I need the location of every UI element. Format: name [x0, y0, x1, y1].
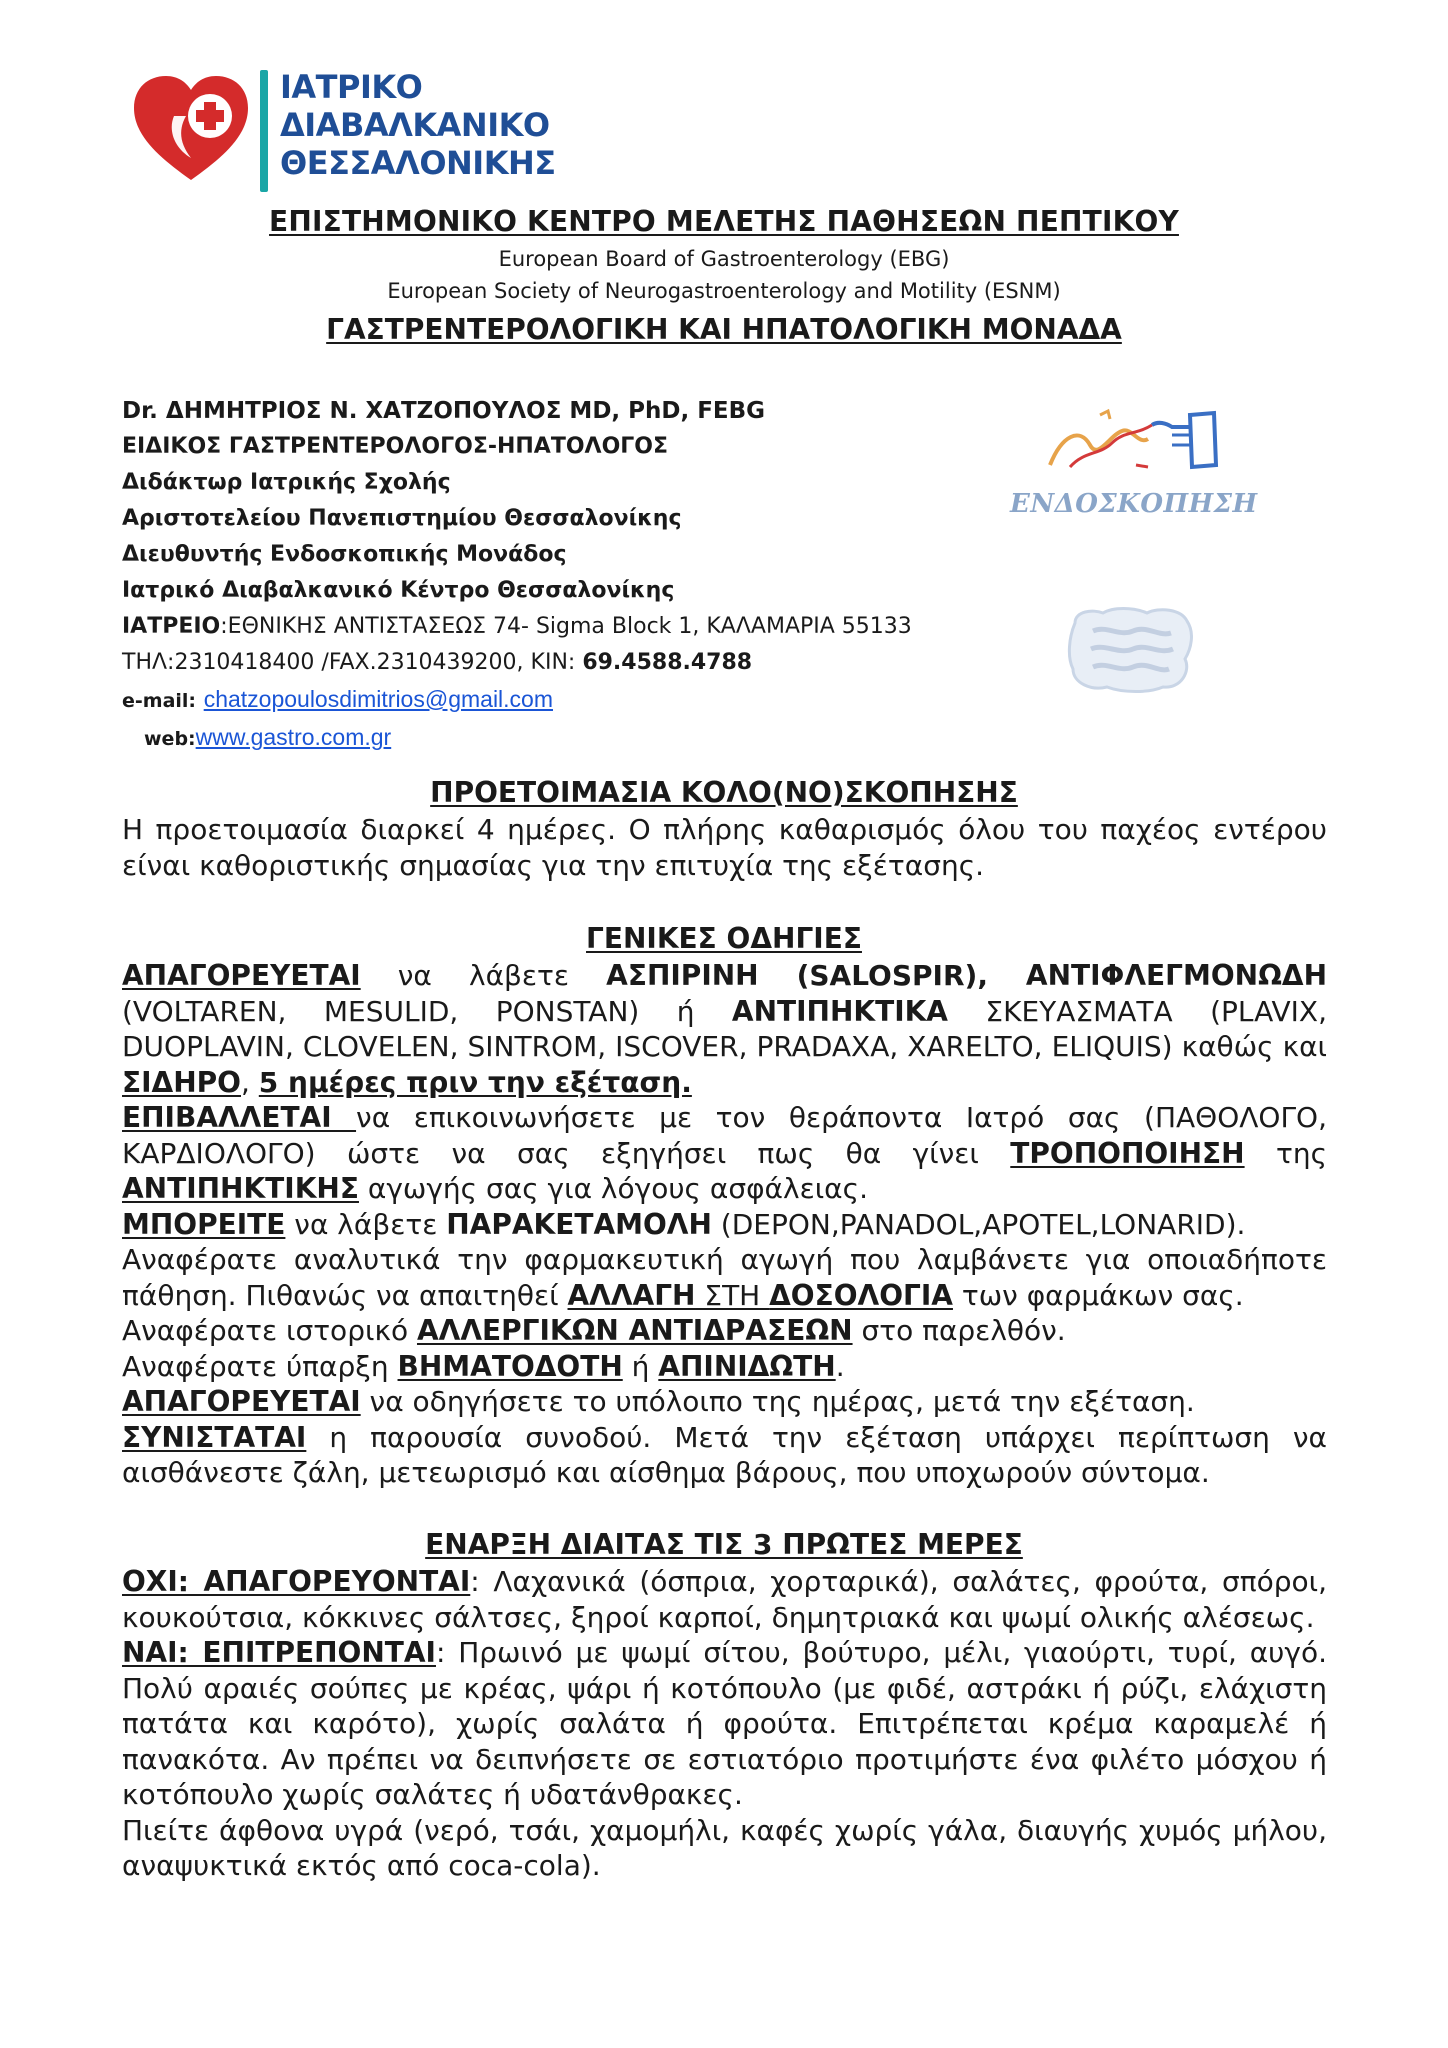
diet-section — [122, 1564, 1327, 1884]
logo-divider — [260, 70, 268, 192]
body-text: ΣΤΗ — [695, 1278, 770, 1312]
emph-text: ΑΠΑΓΟΡΕΥΕΤΑΙ — [122, 959, 361, 992]
body-text: : Πρωινό με ψωμί σίτου, βούτυρο, μέλι, γιαούρτι, τυρί, αυγό. Πολύ αραιές σούπες με κρέας, ψάρι ή κοτόπουλο (με φιδέ, αστράκι ή ρύζι, ελάχιστη πατάτα και καρότο), χωρίς σαλάτα ή φρούτα. Επιτρέπεται κρέμα καραμελέ ή πανακότα. Αν πρέπει να δειπνήσετε σε εστιατόριο προτιμήστε ένα φιλέτο μόσχου ή κοτόπουλο χωρίς σαλάτες ή υδατάνθρακες. — [122, 1636, 1327, 1811]
clinic-logo — [130, 68, 600, 198]
doctor-university: Αριστοτελείου Πανεπιστημίου Θεσσαλονίκης — [122, 506, 682, 531]
body-text: : Λαχανικά (όσπρια, χορταρικά), σαλάτες, φρούτα, σπόροι, κουκούτσια, κόκκινες σάλτσες, ξηροί καρποί, δημητριακά και ψωμί ολικής αλέσεως. — [122, 1565, 1327, 1634]
emph-text: ΑΠΑΓΟΡΕΥΕΤΑΙ — [122, 1385, 361, 1418]
emph-text: ΣΥΝΙΣΤΑΤΑΙ — [122, 1420, 307, 1454]
body-text: να επικοινωνήσετε με τον θεράποντα Ιατρό σας (ΠΑΘΟΛΟΓΟ, ΚΑΡΔΙΟΛΟΓΟ) ώστε να σας εξηγήσει πως θα γίνει — [122, 1101, 1327, 1170]
logo-line-3: ΘΕΣΣΑΛΟΝΙΚΗΣ — [280, 144, 556, 182]
diet-drinks-paragraph: Πιείτε άφθονα υγρά (νερό, τσάι, χαμομήλι, καφές χωρίς γάλα, διαυγής χυμός μήλου, αναψυκτικά εκτός από coca-cola). — [122, 1813, 1327, 1882]
diet-yes-paragraph — [122, 1635, 1327, 1813]
emph-text: ΕΠΙΒΑΛΛΕΤΑΙ — [122, 1101, 357, 1134]
intestine-icon — [1063, 603, 1198, 695]
logo-line-2: ΔΙΑΒΑΛΚΑΝΙΚΟ — [280, 106, 550, 144]
emph-text: ΜΠΟΡΕΙΤΕ — [122, 1207, 286, 1241]
office-address: :ΕΘΝΙΚΗΣ ΑΝΤΙΣΤΑΣΕΩΣ 74- Sigma Block 1, ΚΑΛΑΜΑΡΙΑ 55133 — [220, 614, 912, 639]
doctor-director: Διευθυντής Ενδοσκοπικής Μονάδος — [122, 542, 567, 567]
emph-text: ΑΛΛΑΓΗ — [567, 1278, 696, 1312]
endoscopy-logo — [1010, 405, 1258, 535]
body-text: Αναφέρατε αναλυτικά την φαρμακευτική αγωγή που λαμβάνετε για οποιαδήποτε πάθηση. Πιθανώς να απαιτηθεί — [122, 1243, 1327, 1312]
office-address-line — [122, 609, 912, 645]
email-line — [122, 681, 912, 719]
emph-text: ΟΧΙ: ΑΠΑΓΟΡΕΥΟΝΤΑΙ — [122, 1565, 471, 1598]
body-text: να λάβετε — [360, 959, 607, 992]
doctor-specialty: ΕΙΔΙΚΟΣ ΓΑΣΤΡΕΝΤΕΡΟΛΟΓΟΣ-ΗΠΑΤΟΛΟΓΟΣ — [122, 434, 669, 459]
general-paragraph-7 — [122, 1384, 1327, 1420]
body-text: Αναφέρατε ιστορικό — [122, 1314, 417, 1347]
logo-line-1: ΙΑΤΡΙΚΟ — [280, 68, 423, 106]
body-text: αγωγής σας για λόγους ασφάλειας. — [358, 1172, 868, 1205]
doctor-doctorate: Διδάκτωρ Ιατρικής Σχολής — [122, 470, 451, 495]
endoscopy-scope-icon — [1040, 405, 1230, 483]
body-text: . — [835, 1349, 845, 1383]
emph-text: ΑΠΙΝΙΔΩΤΗ — [658, 1349, 836, 1383]
diet-title: ΕΝΑΡΞΗ ΔΙΑΙΤΑΣ ΤΙΣ 3 ΠΡΩΤΕΣ ΜΕΡΕΣ — [425, 1528, 1023, 1561]
center-title: ΕΠΙΣΤΗΜΟΝΙΚΟ ΚΕΝΤΡΟ ΜΕΛΕΤΗΣ ΠΑΘΗΣΕΩΝ ΠΕΠΤΙΚΟΥ — [269, 205, 1179, 238]
body-text: Αναφέρατε ύπαρξη — [122, 1349, 398, 1383]
emph-text: 5 ημέρες πριν την εξέταση. — [258, 1065, 692, 1099]
emph-text: ΑΝΤΙΠΗΚΤΙΚΗΣ — [122, 1172, 359, 1205]
body-text: , — [240, 1065, 259, 1099]
emph-text: ΠΑΡΑΚΕΤΑΜΟΛΗ — [446, 1207, 712, 1241]
general-section — [122, 958, 1327, 1491]
general-paragraph-3 — [122, 1207, 1327, 1243]
doctor-center: Ιατρικό Διαβαλκανικό Κέντρο Θεσσαλονίκης — [122, 578, 675, 603]
web-link[interactable]: www.gastro.com.gr — [195, 724, 392, 750]
body-text: η παρουσία συνοδού. Μετά την εξέταση υπάρχει περίπτωση να αισθάνεστε ζάλη, μετεωρισμό και αίσθημα βάρους, που υποχωρούν σύντομα. — [122, 1420, 1327, 1489]
emph-text: ΔΟΣΟΛΟΓΙΑ — [769, 1278, 953, 1312]
general-paragraph-5 — [122, 1313, 1327, 1349]
body-text: ΣΚΕΥΑΣΜΑΤΑ (PLAVIX, DUOPLAVIN, CLOVELEN, SINTROM, ISCOVER, PRADAXA, XARELTO, ELIQUIS) καθώς και — [122, 994, 1327, 1063]
general-paragraph-8 — [122, 1420, 1327, 1491]
web-line — [122, 719, 912, 757]
doctor-info — [122, 393, 912, 757]
body-text: να οδηγήσετε το υπόλοιπο της ημέρας, μετά την εξέταση. — [360, 1385, 1195, 1418]
emph-text: ΤΡΟΠΟΠΟΙΗΣΗ — [1010, 1136, 1245, 1170]
prep-section — [122, 812, 1327, 883]
prep-title: ΠΡΟΕΤΟΙΜΑΣΙΑ ΚΟΛΟ(ΝΟ)ΣΚΟΠΗΣΗΣ — [430, 776, 1018, 809]
body-text: της — [1244, 1136, 1327, 1170]
general-paragraph-4 — [122, 1242, 1327, 1313]
phones: ΤΗΛ:2310418400 /FAX.2310439200, ΚΙΝ: — [122, 650, 583, 675]
general-title: ΓΕΝΙΚΕΣ ΟΔΗΓΙΕΣ — [586, 922, 862, 955]
general-paragraph-6 — [122, 1349, 1327, 1385]
body-text: στο παρελθόν. — [852, 1314, 1066, 1347]
mobile-number: 69.4588.4788 — [582, 650, 753, 675]
prep-intro: Η προετοιμασία διαρκεί 4 ημέρες. Ο πλήρης καθαρισμός όλου του παχέος εντέρου είναι καθοριστικής σημασίας για την επιτυχία της εξέτασης. — [122, 813, 1327, 882]
emph-text: ΑΛΛΕΡΓΙΚΩΝ ΑΝΤΙΔΡΑΣΕΩΝ — [416, 1314, 853, 1347]
heart-cross-icon — [130, 72, 252, 184]
body-text: (DEPON,PANADOL,APOTEL,LONARID). — [711, 1207, 1246, 1241]
society-line: European Society of Neurogastroenterology and Motility (ESNM) — [387, 279, 1061, 303]
body-text: να λάβετε — [285, 1207, 447, 1241]
phone-line — [122, 645, 912, 681]
body-text: ή — [622, 1349, 659, 1383]
board-line: European Board of Gastroenterology (EBG) — [498, 247, 950, 271]
diet-no-paragraph — [122, 1564, 1327, 1635]
body-text: των φαρμάκων σας. — [952, 1278, 1244, 1312]
emph-text: ΒΗΜΑΤΟΔΟΤΗ — [397, 1349, 623, 1383]
endoscopy-label: ΕΝΔΟΣΚΟΠΗΣΗ — [1010, 489, 1258, 519]
email-link[interactable]: chatzopoulosdimitrios@gmail.com — [203, 686, 553, 712]
general-paragraph-1 — [122, 958, 1327, 1100]
emph-text: ΑΝΤΙΠΗΚΤΙΚΑ — [731, 994, 948, 1028]
logo-wordmark — [280, 68, 556, 182]
office-label: ΙΑΤΡΕΙΟ — [122, 614, 221, 639]
email-label: e-mail: — [122, 690, 197, 712]
web-label: web: — [144, 728, 196, 750]
emph-text: ΝΑΙ: ΕΠΙΤΡΕΠΟΝΤΑΙ — [122, 1636, 436, 1669]
body-text: (VOLTAREN, MESULID, PONSTAN) ή — [122, 994, 732, 1028]
general-paragraph-2 — [122, 1100, 1327, 1207]
unit-title: ΓΑΣΤΡΕΝΤΕΡΟΛΟΓΙΚΗ ΚΑΙ ΗΠΑΤΟΛΟΓΙΚΗ ΜΟΝΑΔΑ — [326, 313, 1122, 346]
emph-text: ΣΙΔΗΡΟ — [122, 1065, 241, 1099]
doctor-name: Dr. ΔΗΜΗΤΡΙΟΣ Ν. ΧΑΤΖΟΠΟΥΛΟΣ MD, PhD, FEBG — [122, 398, 766, 424]
emph-text: ΑΣΠΙΡΙΝΗ (SALOSPIR), ΑΝΤΙΦΛΕΓΜΟΝΩΔΗ — [606, 959, 1327, 992]
